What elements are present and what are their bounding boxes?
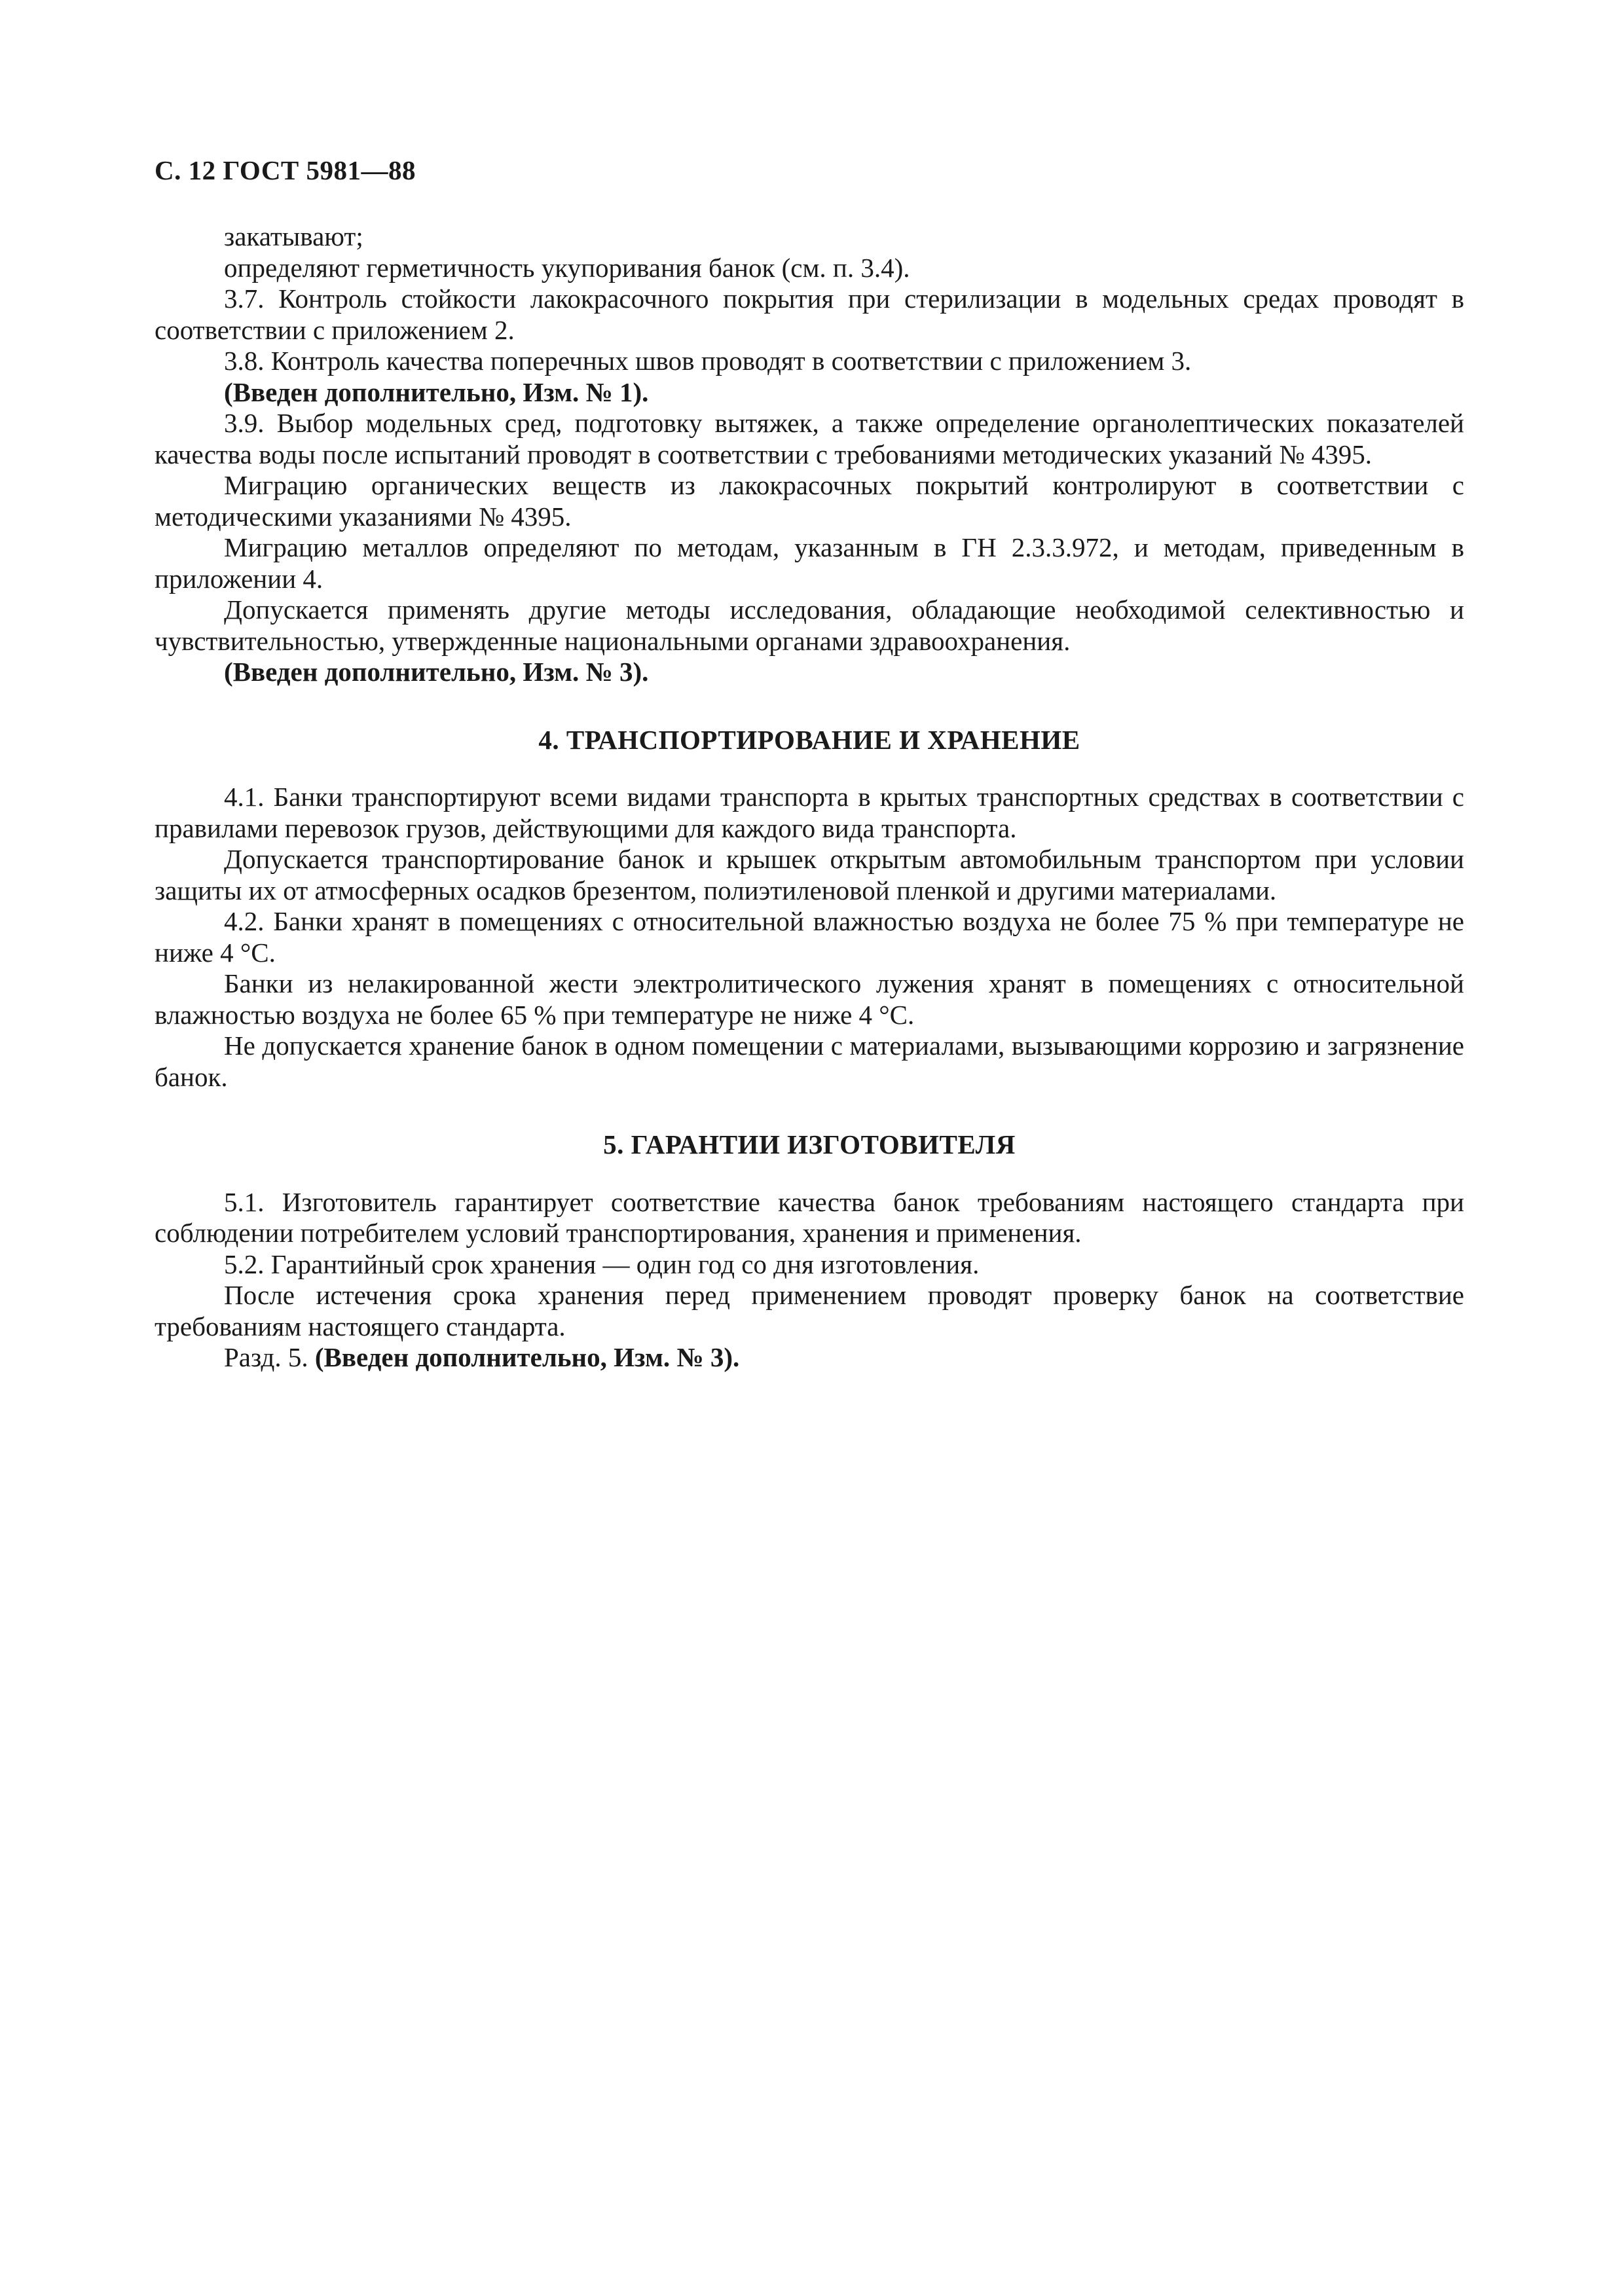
section-title-4: 4. ТРАНСПОРТИРОВАНИЕ И ХРАНЕНИЕ xyxy=(538,724,1080,755)
paragraph: определяют герметичность укупоривания банок (см. п. 3.4). xyxy=(224,252,910,283)
page-content xyxy=(155,221,1464,1374)
paragraph: Банки из нелакированной жести электролитического лужения хранят в помещениях с относительной влажностью воздуха не более 65 % при температуре не ниже 4 °С. xyxy=(155,968,1464,1030)
page-header: С. 12 ГОСТ 5981—88 xyxy=(155,155,416,185)
paragraph: Не допускается хранение банок в одном помещении с материалами, вызывающими коррозию и загрязнение банок. xyxy=(155,1030,1464,1092)
paragraph: закатывают; xyxy=(224,221,363,251)
section-title-5: 5. ГАРАНТИИ ИЗГОТОВИТЕЛЯ xyxy=(603,1129,1016,1159)
amendment-note-final xyxy=(155,1342,1464,1374)
paragraph: Миграцию металлов определяют по методам, указанным в ГН 2.3.3.972, и методам, приведенным в приложении 4. xyxy=(155,532,1464,594)
paragraph-3-8: 3.8. Контроль качества поперечных швов проводят в соответствии с приложением 3. xyxy=(224,346,1192,376)
paragraph-3-7: 3.7. Контроль стойкости лакокрасочного покрытия при стерилизации в модельных средах проводят в соответствии с приложением 2. xyxy=(155,283,1464,345)
paragraph-4-1: 4.1. Банки транспортируют всеми видами транспорта в крытых транспортных средствах в соответствии с правилами перевозок грузов, действующими для каждого вида транспорта. xyxy=(155,782,1464,843)
amendment-note: (Введен дополнительно, Изм. № 1). xyxy=(224,376,649,407)
paragraph: Допускается применять другие методы исследования, обладающие необходимой селективностью и чувствительностью, утвержденные национальными органами здравоохранения. xyxy=(155,594,1464,656)
amendment-note: (Введен дополнительно, Изм. № 3). xyxy=(224,657,649,687)
paragraph: Допускается транспортирование банок и крышек открытым автомобильным транспортом при условии защиты их от атмосферных осадков брезентом, полиэтиленовой пленкой и другими материалами. xyxy=(155,844,1464,905)
paragraph: После истечения срока хранения перед применением проводят проверку банок на соответствие требованиям настоящего стандарта. xyxy=(155,1280,1464,1341)
paragraph-5-1: 5.1. Изготовитель гарантирует соответствие качества банок требованиям настоящего стандарта при соблюдении потребителем условий транспортирования, хранения и применения. xyxy=(155,1186,1464,1248)
amendment-text: (Введен дополнительно, Изм. № 3). xyxy=(314,1342,740,1372)
paragraph-5-2: 5.2. Гарантийный срок хранения — один год со дня изготовления. xyxy=(224,1248,980,1279)
section-reference: Разд. 5. xyxy=(224,1342,308,1372)
paragraph-3-9: 3.9. Выбор модельных сред, подготовку вытяжек, а также определение органолептических показателей качества воды после испытаний проводят в соответствии с требованиями методических указаний № 4395. xyxy=(155,408,1464,469)
paragraph: Миграцию органических веществ из лакокрасочных покрытий контролируют в соответствии с методическими указаниями № 4395. xyxy=(155,470,1464,532)
paragraph-4-2: 4.2. Банки хранят в помещениях с относительной влажностью воздуха не более 75 % при температуре не ниже 4 °С. xyxy=(155,906,1464,968)
